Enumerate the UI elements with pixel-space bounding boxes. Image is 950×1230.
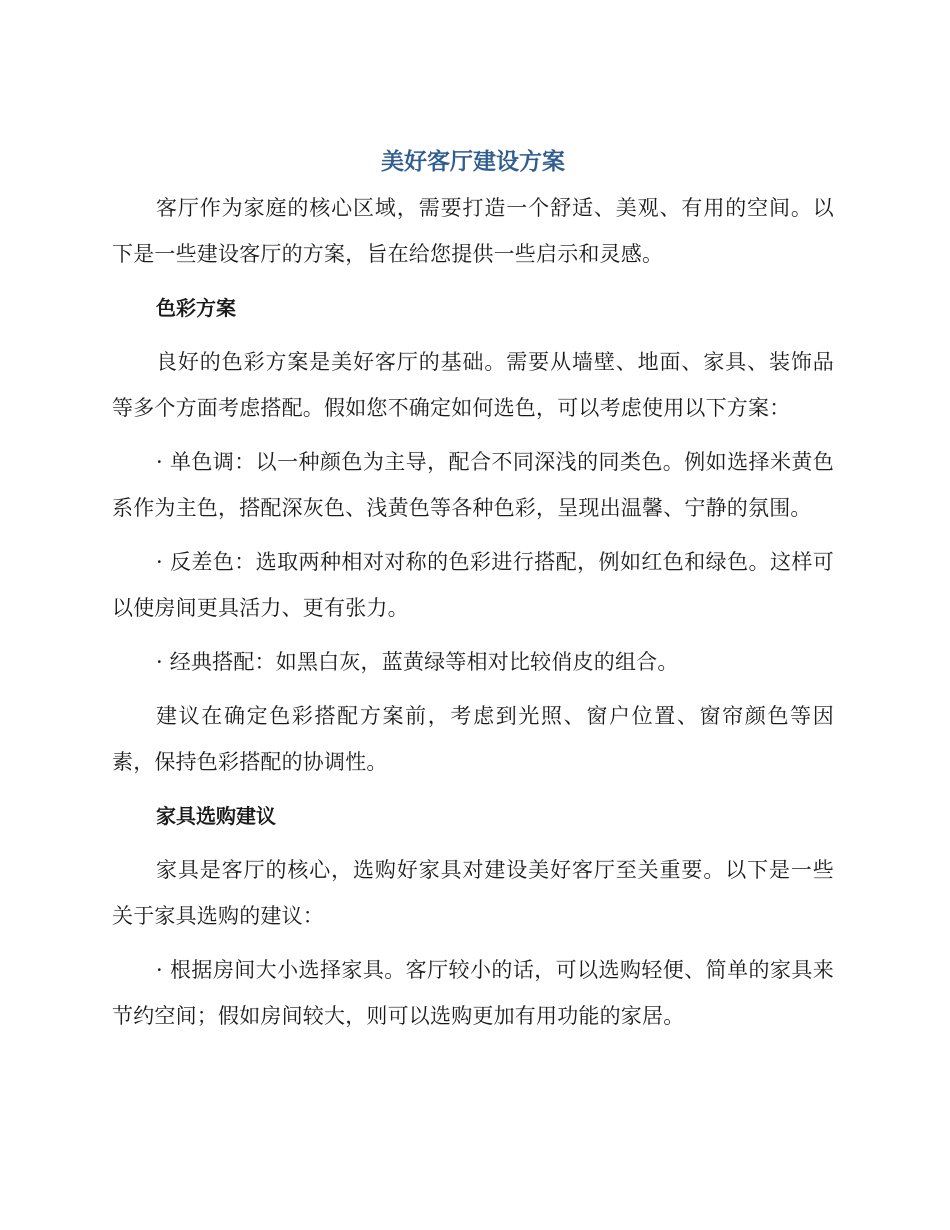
document-body xyxy=(112,143,834,1039)
furniture-paragraph: 家具是客厅的核心，选购好家具对建设美好客厅至关重要。以下是一些关于家具选购的建议： xyxy=(112,858,834,928)
bullet-monochrome: · 单色调：以一种颜色为主导，配合不同深浅的同类色。例如选择米黄色系作为主色，搭配深灰色、浅黄色等各种色彩，呈现出温馨、宁静的氛围。 xyxy=(112,450,834,520)
document-title: 美好客厅建设方案 xyxy=(381,149,565,175)
bullet-room-size: · 根据房间大小选择家具。客厅较小的话，可以选购轻便、简单的家具来节约空间；假如房间较大，则可以选购更加有用功能的家居。 xyxy=(112,958,834,1028)
section-heading-furniture: 家具选购建议 xyxy=(156,804,276,828)
bullet-contrast: · 反差色：选取两种相对对称的色彩进行搭配，例如红色和绿色。这样可以使房间更具活力、更有张力。 xyxy=(112,550,834,620)
color-advice-paragraph: 建议在确定色彩搭配方案前，考虑到光照、窗户位置、窗帘颜色等因素，保持色彩搭配的协调性。 xyxy=(112,704,834,774)
bullet-classic: · 经典搭配：如黑白灰，蓝黄绿等相对比较俏皮的组合。 xyxy=(156,650,679,674)
intro-paragraph: 客厅作为家庭的核心区域，需要打造一个舒适、美观、有用的空间。以下是一些建设客厅的方案，旨在给您提供一些启示和灵感。 xyxy=(112,196,834,266)
color-scheme-paragraph: 良好的色彩方案是美好客厅的基础。需要从墙壁、地面、家具、装饰品等多个方面考虑搭配。假如您不确定如何选色，可以考虑使用以下方案： xyxy=(112,350,834,420)
section-heading-color-scheme: 色彩方案 xyxy=(156,296,236,320)
